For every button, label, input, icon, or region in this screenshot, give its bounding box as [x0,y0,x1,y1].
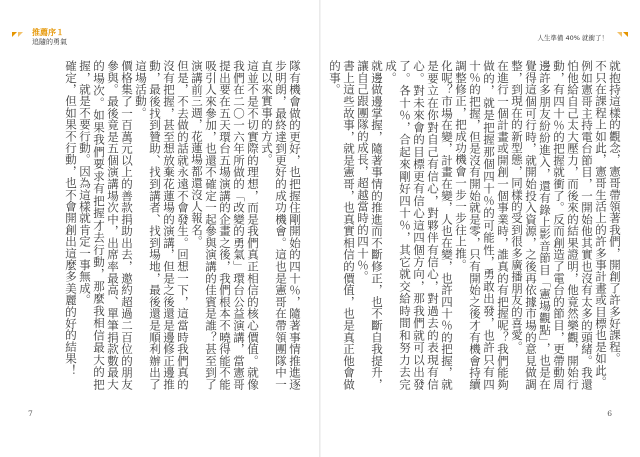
chapter-label: 推薦序１ [32,28,64,37]
paragraph: 化呢？市場在變，計畫在變，人也在變，也許四十％的把握，就是要立在你對自己有信心，對夥伴有信心，對過去的表現有信心。對未來會的目標更有信心這四個方向，那我們就可以出發了。各十％，合起來剛好四十％，其它就交給時間和努力去完成。 [384,60,454,390]
paragraph: 就抱持這樣的觀念，憲哥帶領著我們，開創了許多好課程。 [608,60,622,365]
page-number: 6 [607,409,612,418]
left-body-text [34,60,302,390]
page-number: 7 [28,409,33,418]
paragraph: 書上這些故事，就是憲哥，也真實相信的價值，也是真正他會做的事。 [328,60,356,390]
right-page [320,0,640,457]
corner-triangle-icon [623,32,628,37]
paragraph: 這並不是不切實際的理想，而是我們真正相信的核心價值。就像我們在二〇一六年所做的「改變的勇氣」環台公益演講，當憲哥提出要在五天環台五場演講的企畫之後，我們根本不曉得能不能吸引人來參加，也還不確定一起參與演講的佳賓是誰？甚至到了演講前三週，花蓮場都還沒人報名。 [190,60,260,390]
paragraph: 價格集了一百萬元以上的善款捐助出去，邀約超過二百位的朋友參與。最後竟是五個演講場次中，出席率最高、單筆捐款數最大的場次。如果我們要求有把握才去行動，那麼我相信最大的把握，就是不要行動。因為這樣就肯定一事無成。 [78,60,134,390]
paragraph: 例如憲哥主持電台節目，一開始他其實也沒有太多的頭緒。我還怕他給自己太大壓力，而後來的結果證明，他竟然樂觀，開始行動，有四十％的把握就衝了。反而創造了電台的節目，更帶動周邊許多朋友紛紛進入，還有錄上影音節目「憲場觀點」，也是在覺得這個可行時，就開始投入資源，之後再依據市場的意見做調整，到現在的新型態，同樣的受到很多廣播朋友的喜愛。 [510,60,594,390]
paragraph: 在進行一個計畫或開創一個事業時，誰真的有把握呢？我們能夠做的，就是把握那個四十％的可能性，勇敢出發，也許只有四十％的把握，但是沒有開始就是零，只有開始之後才有機會持續調整修正，把成功機會一步一步往上推。 [454,60,510,390]
corner-triangle-icon [617,32,622,37]
paragraph: 就邊做邊掌握，隨著事情的推進而不斷修正，也不斷自我提升，讓自己跟團隊的成長，超越當時的四十％。 [356,60,384,390]
paragraph: 但是，不去做的話就永遠不會發生。回想一下，這當時我們真的沒有把握，甚至想放棄花蓮場的演講，但是之後還是邊修正邊推動，最後找到贊助、找到講者、找到場地，最後還是順利辦出了這場活動。 [134,60,190,390]
corner-triangle-icon [18,32,23,37]
paragraph: 隊有機會做的更好，也把握住剛開始的四十％，隨著事情推進逐步明朗，最終達到更好的成功機會。這也是憲哥在帶領團隊中一直以來實事的方式。 [260,60,302,390]
corner-triangle-icon [12,32,17,37]
chapter-subtitle: 追隨的勇氣 [32,38,67,46]
paragraph: 不只在課程上如此，憲哥生活上的許多事計畫或目標也是如此。 [594,60,608,388]
right-body-text [328,60,622,390]
running-header: 人生準備 40% 就衝了！ [537,34,608,42]
paragraph: 確定，但如果不行動，也不會開創出這麼多美麗的好的結果！ [64,60,78,376]
